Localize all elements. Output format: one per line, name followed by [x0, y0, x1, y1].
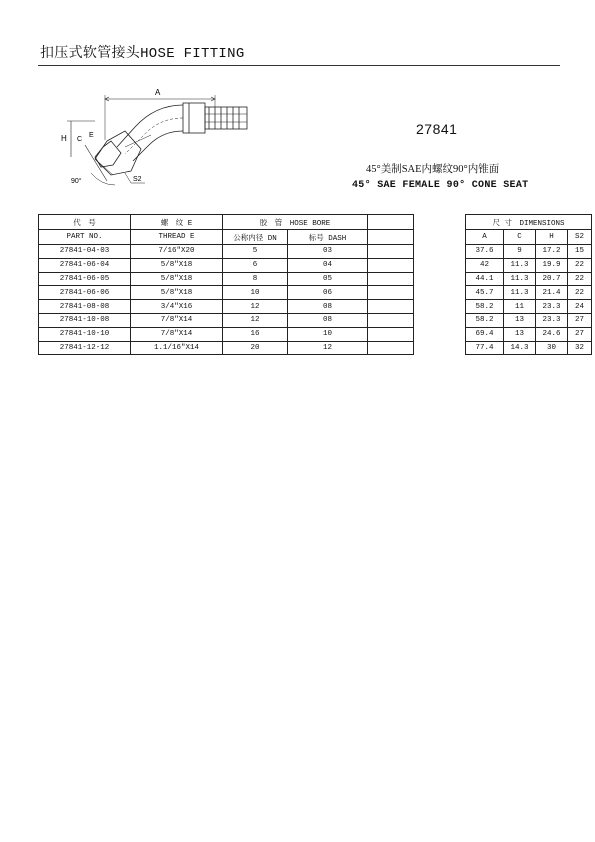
- cell-a: 77.4: [466, 341, 504, 355]
- cell-dash: 08: [288, 300, 368, 314]
- cell-part: 27841-04-03: [39, 245, 131, 259]
- header-hose-title: 胶 管 HOSE BORE: [223, 215, 368, 230]
- cell-a: 44.1: [466, 272, 504, 286]
- header-hose-dn: 公称内径 DN: [223, 230, 288, 245]
- header-divider: [38, 65, 560, 66]
- cell-c: 9: [504, 245, 536, 259]
- cell-spacer: [368, 245, 414, 259]
- cell-thread: 5/8″X18: [131, 258, 223, 272]
- cell-gap: [414, 272, 466, 286]
- cell-spacer: [368, 258, 414, 272]
- cell-part: 27841-06-05: [39, 272, 131, 286]
- cell-gap: [414, 313, 466, 327]
- cell-thread: 3/4″X16: [131, 300, 223, 314]
- drawing-label-angle: 90°: [71, 178, 82, 185]
- cell-s2: 22: [568, 272, 592, 286]
- header-gap: [414, 215, 466, 230]
- cell-s2: 27: [568, 327, 592, 341]
- cell-spacer: [368, 300, 414, 314]
- description-en: 45° SAE FEMALE 90° CONE SEAT: [352, 180, 529, 191]
- table-row: [39, 258, 592, 272]
- cell-gap: [414, 327, 466, 341]
- cell-thread: 7/8″X14: [131, 327, 223, 341]
- cell-a: 58.2: [466, 300, 504, 314]
- cell-dn: 10: [223, 286, 288, 300]
- description-cn: 45°美制SAE内螺纹90°内锥面: [366, 164, 500, 175]
- cell-part: 27841-06-06: [39, 286, 131, 300]
- header-spacer: [368, 215, 414, 230]
- cell-c: 13: [504, 327, 536, 341]
- cell-s2: 22: [568, 286, 592, 300]
- cell-dn: 16: [223, 327, 288, 341]
- cell-a: 42: [466, 258, 504, 272]
- cell-dash: 10: [288, 327, 368, 341]
- fitting-drawing: [55, 85, 265, 195]
- cell-c: 11: [504, 300, 536, 314]
- table-row: [39, 300, 592, 314]
- cell-c: 11.3: [504, 286, 536, 300]
- cell-thread: 7/8″X14: [131, 313, 223, 327]
- cell-c: 11.3: [504, 258, 536, 272]
- cell-c: 11.3: [504, 272, 536, 286]
- header-dim-h: H: [536, 230, 568, 245]
- cell-thread: 7/16″X20: [131, 245, 223, 259]
- cell-a: 58.2: [466, 313, 504, 327]
- cell-s2: 24: [568, 300, 592, 314]
- cell-h: 23.3: [536, 300, 568, 314]
- table-row: [39, 286, 592, 300]
- header-dim-c: C: [504, 230, 536, 245]
- cell-dn: 12: [223, 313, 288, 327]
- cell-part: 27841-08-08: [39, 300, 131, 314]
- cell-spacer: [368, 272, 414, 286]
- cell-spacer: [368, 327, 414, 341]
- drawing-label-a: A: [155, 88, 161, 97]
- table-row: [39, 341, 592, 355]
- cell-dn: 12: [223, 300, 288, 314]
- header-dim-a: A: [466, 230, 504, 245]
- cell-s2: 27: [568, 313, 592, 327]
- spec-table: [38, 214, 592, 355]
- cell-dn: 5: [223, 245, 288, 259]
- cell-dash: 04: [288, 258, 368, 272]
- table-row: [39, 272, 592, 286]
- header-spacer: [368, 230, 414, 245]
- header-part-en: PART NO.: [39, 230, 131, 245]
- drawing-label-s2: S2: [133, 176, 142, 183]
- table-row: [39, 245, 592, 259]
- cell-gap: [414, 341, 466, 355]
- cell-s2: 15: [568, 245, 592, 259]
- cell-h: 20.7: [536, 272, 568, 286]
- cell-spacer: [368, 313, 414, 327]
- cell-a: 45.7: [466, 286, 504, 300]
- cell-gap: [414, 258, 466, 272]
- table-row: [39, 327, 592, 341]
- cell-dash: 08: [288, 313, 368, 327]
- cell-part: 27841-06-04: [39, 258, 131, 272]
- cell-dash: 06: [288, 286, 368, 300]
- header-gap: [414, 230, 466, 245]
- drawing-label-h: H: [61, 134, 67, 143]
- cell-dn: 8: [223, 272, 288, 286]
- drawing-label-c: C: [77, 136, 83, 143]
- cell-dash: 05: [288, 272, 368, 286]
- cell-c: 13: [504, 313, 536, 327]
- cell-dn: 6: [223, 258, 288, 272]
- header-hose-dash: 标号 DASH: [288, 230, 368, 245]
- header-thread-cn: 螺 纹 E: [131, 215, 223, 230]
- cell-thread: 1.1/16″X14: [131, 341, 223, 355]
- cell-h: 30: [536, 341, 568, 355]
- cell-thread: 5/8″X18: [131, 286, 223, 300]
- cell-a: 69.4: [466, 327, 504, 341]
- cell-h: 24.6: [536, 327, 568, 341]
- cell-h: 17.2: [536, 245, 568, 259]
- cell-h: 21.4: [536, 286, 568, 300]
- cell-h: 19.9: [536, 258, 568, 272]
- cell-s2: 22: [568, 258, 592, 272]
- cell-part: 27841-10-10: [39, 327, 131, 341]
- table-row: [39, 313, 592, 327]
- cell-thread: 5/8″X18: [131, 272, 223, 286]
- cell-gap: [414, 300, 466, 314]
- cell-a: 37.6: [466, 245, 504, 259]
- cell-gap: [414, 286, 466, 300]
- cell-part: 27841-10-08: [39, 313, 131, 327]
- cell-dn: 20: [223, 341, 288, 355]
- cell-h: 23.3: [536, 313, 568, 327]
- model-code: 27841: [416, 121, 458, 137]
- drawing-label-e: E: [89, 132, 94, 139]
- header-thread-en: THREAD E: [131, 230, 223, 245]
- header-part-cn: 代 号: [39, 215, 131, 230]
- cell-c: 14.3: [504, 341, 536, 355]
- cell-dash: 12: [288, 341, 368, 355]
- cell-s2: 32: [568, 341, 592, 355]
- cell-dash: 03: [288, 245, 368, 259]
- header-dim-s2: S2: [568, 230, 592, 245]
- page-title: 扣压式软管接头HOSE FITTING: [40, 46, 245, 62]
- cell-gap: [414, 245, 466, 259]
- cell-spacer: [368, 286, 414, 300]
- cell-spacer: [368, 341, 414, 355]
- header-dim-title: 尺 寸 DIMENSIONS: [466, 215, 592, 230]
- cell-part: 27841-12-12: [39, 341, 131, 355]
